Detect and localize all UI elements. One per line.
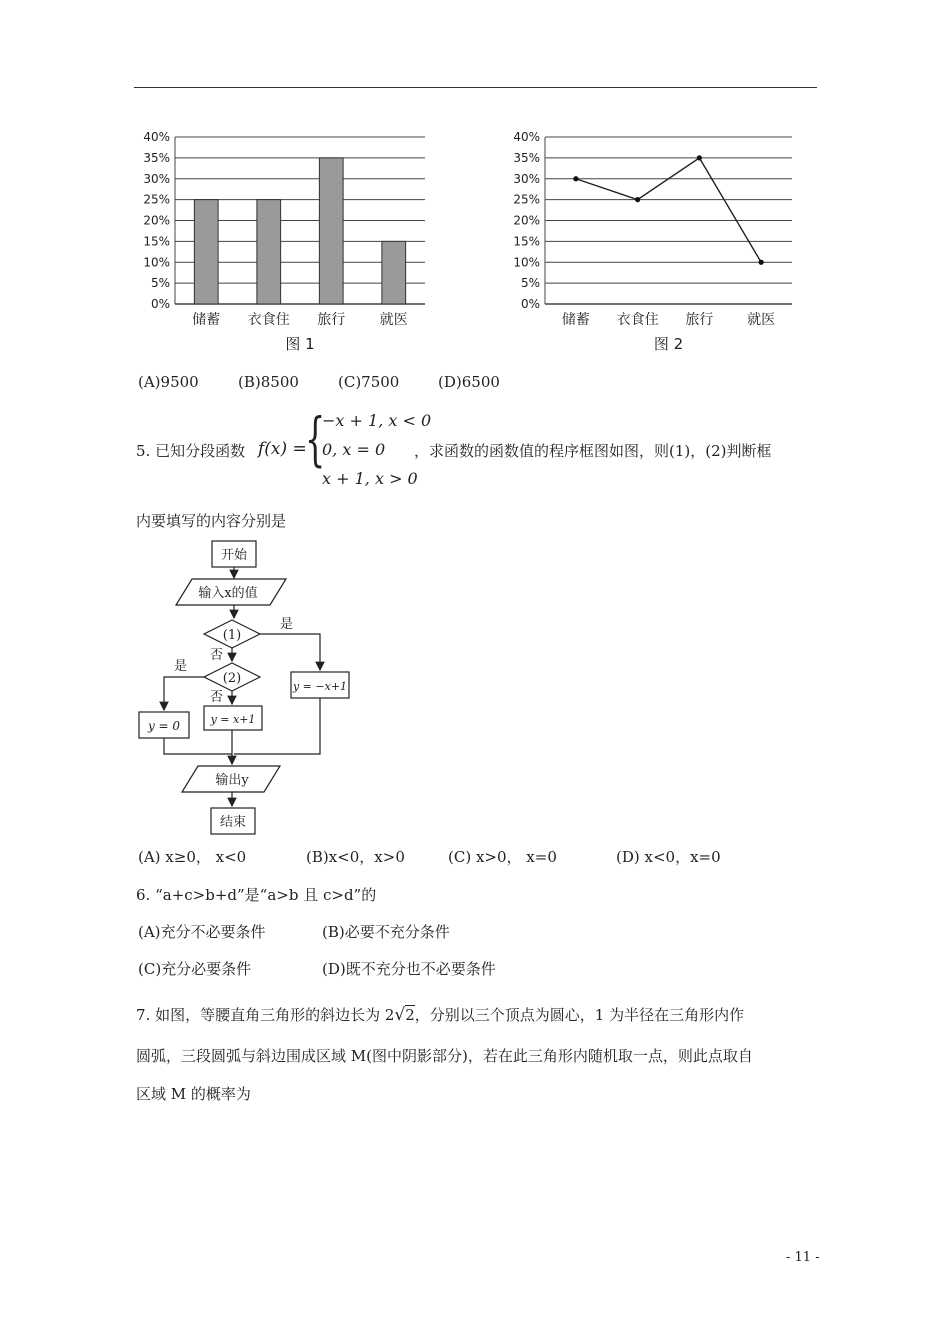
y-tick-label: 25% bbox=[143, 192, 170, 207]
bar bbox=[382, 241, 406, 304]
data-point bbox=[697, 155, 702, 160]
x-tick-label: 就医 bbox=[747, 312, 776, 328]
output-parallelogram bbox=[182, 766, 280, 792]
chart-title: 图 2 bbox=[653, 335, 684, 353]
q7-line-1 bbox=[136, 1004, 744, 1025]
box-y-x-plus-1 bbox=[204, 706, 262, 730]
q4-option-c: (C)7500 bbox=[338, 373, 400, 391]
end-terminal bbox=[211, 808, 255, 834]
q5-option-c: (C) x>0， x=0 bbox=[448, 848, 557, 866]
y-tick-label: 20% bbox=[513, 213, 540, 228]
y-tick-label: 15% bbox=[143, 234, 170, 249]
y-tick-label: 5% bbox=[150, 276, 170, 291]
q4-option-a: (A)9500 bbox=[138, 373, 199, 391]
q5-option-b: (B)x<0，x>0 bbox=[306, 848, 405, 866]
q5-case-3: x + 1, x > 0 bbox=[322, 469, 418, 488]
q5-case-2: 0, x = 0 bbox=[322, 440, 386, 459]
x-tick-label: 就医 bbox=[379, 312, 408, 328]
y-tick-label: 35% bbox=[143, 150, 170, 165]
page-number: - 11 - bbox=[786, 1250, 820, 1265]
bar bbox=[319, 158, 343, 304]
x-tick-label: 衣食住 bbox=[247, 312, 290, 328]
q6-option-a: (A)充分不必要条件 bbox=[138, 923, 266, 941]
q5-brace: { bbox=[305, 405, 326, 473]
q5-option-a: (A) x≥0， x<0 bbox=[138, 848, 247, 866]
box-y-0 bbox=[139, 712, 189, 738]
q7-line-1-c: ，分别以三个顶点为圆心，1 为半径在三角形内作 bbox=[414, 1006, 745, 1024]
y-tick-label: 30% bbox=[513, 171, 540, 186]
data-point bbox=[635, 197, 640, 202]
q5-function-name: f(x) = bbox=[258, 439, 307, 459]
line-chart-figure-2 bbox=[513, 130, 792, 353]
bar-chart-figure-1 bbox=[143, 130, 425, 353]
chart-title: 图 1 bbox=[285, 335, 315, 353]
q6-stem: 6. “a+c>b+d”是“a>b 且 c>d”的 bbox=[136, 886, 377, 904]
q6-option-c: (C)充分必要条件 bbox=[138, 960, 252, 978]
charts-figure bbox=[0, 0, 950, 360]
decision-1-label: (1) bbox=[222, 628, 242, 643]
q7-line-3: 区域 M 的概率为 bbox=[136, 1085, 251, 1103]
x-tick-label: 旅行 bbox=[685, 312, 714, 328]
y-tick-label: 10% bbox=[143, 255, 170, 270]
y-tick-label: 35% bbox=[513, 150, 540, 165]
series-line bbox=[576, 158, 761, 262]
yes-label-2: 是 bbox=[174, 659, 188, 674]
end-label: 结束 bbox=[219, 815, 247, 830]
box-mid-label: y = x+1 bbox=[210, 713, 256, 726]
no-label-1: 否 bbox=[210, 648, 224, 663]
decision-1 bbox=[204, 620, 260, 648]
y-tick-label: 10% bbox=[513, 255, 540, 270]
start-label: 开始 bbox=[220, 548, 248, 563]
x-tick-label: 衣食住 bbox=[616, 312, 659, 328]
yes-label-1: 是 bbox=[280, 617, 294, 632]
q4-option-d: (D)6500 bbox=[438, 373, 500, 391]
sqrt-icon: √ bbox=[394, 1005, 406, 1025]
decision-2-label: (2) bbox=[222, 671, 242, 686]
start-terminal bbox=[212, 541, 256, 567]
output-label: 输出y bbox=[215, 773, 249, 788]
y-tick-label: 25% bbox=[513, 192, 540, 207]
q7-line-1-a: 7. 如图，等腰直角三角形的斜边长为 2 bbox=[136, 1006, 395, 1024]
q7-sqrt-radicand: 2 bbox=[405, 1006, 415, 1024]
data-point bbox=[573, 176, 578, 181]
box-left-label: y = 0 bbox=[147, 719, 181, 733]
input-parallelogram bbox=[176, 579, 286, 605]
y-tick-label: 40% bbox=[143, 130, 170, 144]
y-tick-label: 15% bbox=[513, 234, 540, 249]
q5-suffix: ，求函数的函数值的程序框图如图，则(1)，(2)判断框 bbox=[414, 442, 772, 460]
x-tick-label: 储蓄 bbox=[192, 312, 221, 328]
box-y-neg-x-plus-1 bbox=[291, 672, 349, 698]
y-tick-label: 5% bbox=[520, 276, 540, 291]
bar bbox=[194, 200, 218, 304]
q5-case-1: −x + 1, x < 0 bbox=[322, 411, 432, 430]
box-right-label: y = −x+1 bbox=[292, 680, 348, 693]
decision-2 bbox=[204, 663, 260, 691]
data-point bbox=[759, 260, 764, 265]
y-tick-label: 20% bbox=[143, 213, 170, 228]
bar bbox=[257, 200, 281, 304]
q6-option-d: (D)既不充分也不必要条件 bbox=[322, 960, 496, 978]
q5-line-2: 内要填写的内容分别是 bbox=[136, 512, 287, 530]
q7-line-2: 圆弧，三段圆弧与斜边围成区域 M(图中阴影部分)，若在此三角形内随机取一点，则此点取自 bbox=[136, 1047, 753, 1065]
y-tick-label: 0% bbox=[150, 297, 170, 311]
q5-option-d: (D) x<0，x=0 bbox=[616, 848, 721, 866]
q6-option-b: (B)必要不充分条件 bbox=[322, 923, 450, 941]
input-label: 输入x的值 bbox=[198, 586, 258, 601]
y-tick-label: 40% bbox=[513, 130, 540, 144]
y-tick-label: 0% bbox=[520, 297, 540, 311]
q4-option-b: (B)8500 bbox=[238, 373, 299, 391]
x-tick-label: 储蓄 bbox=[561, 312, 590, 328]
x-tick-label: 旅行 bbox=[317, 312, 346, 328]
q5-prefix: 5. 已知分段函数 bbox=[136, 442, 246, 460]
no-label-2: 否 bbox=[210, 690, 224, 705]
y-tick-label: 30% bbox=[143, 171, 170, 186]
